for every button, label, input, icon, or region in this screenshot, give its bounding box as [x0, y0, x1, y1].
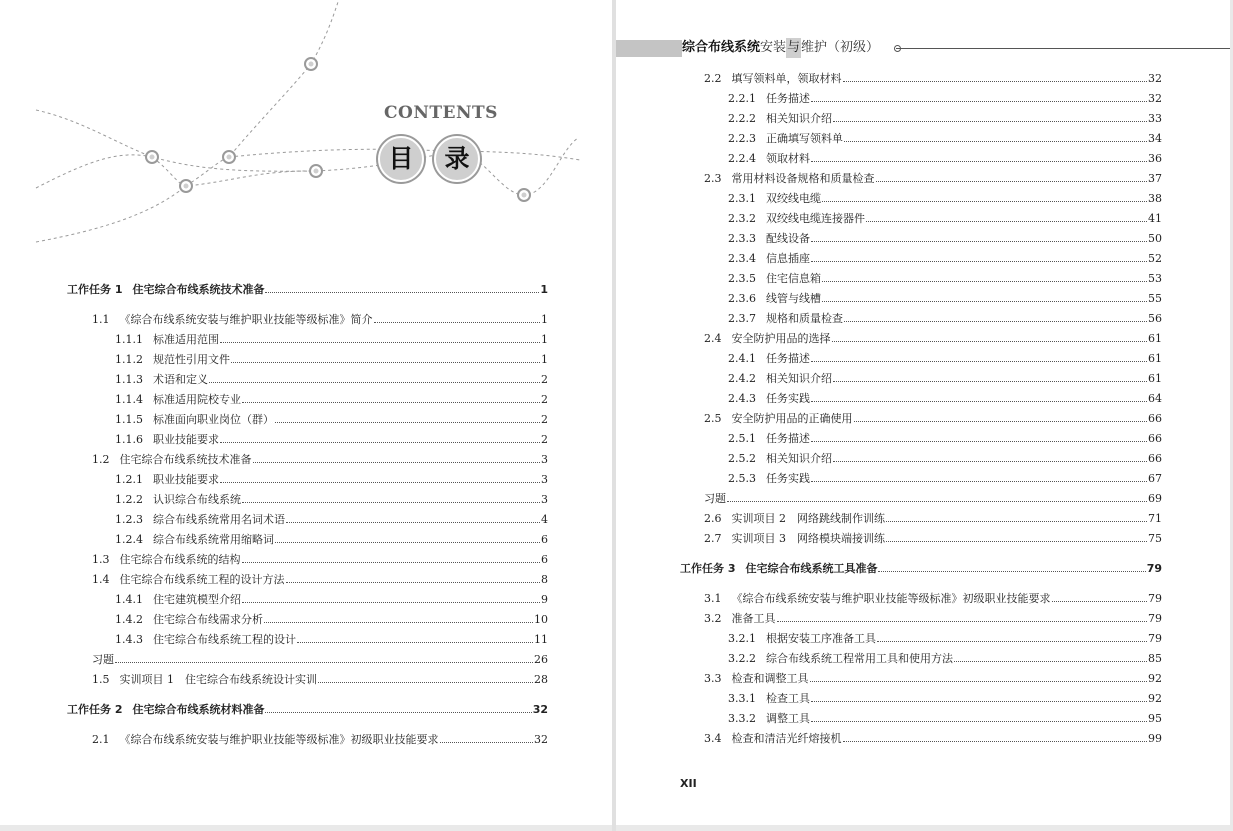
toc-leader-dots — [220, 342, 540, 343]
toc-entry-page: 55 — [1148, 292, 1162, 305]
toc-leader-dots — [811, 721, 1147, 722]
toc-entry-title: 任务描述 — [766, 352, 810, 365]
toc-entry-number: 1.4.1 — [115, 593, 143, 606]
toc-leader-dots — [886, 541, 1147, 542]
toc-entry[interactable] — [704, 732, 1162, 746]
toc-entry-title: 住宅综合布线系统工程的设计方法 — [119, 573, 285, 586]
toc-entry-number: 工作任务 1 — [67, 283, 123, 296]
toc-entry[interactable] — [67, 283, 548, 297]
toc-leader-dots — [811, 241, 1147, 242]
toc-entry-page: 1 — [541, 333, 548, 346]
toc-entry-number: 1.2 — [92, 453, 110, 466]
toc-entry-title: 住宅综合布线系统工程的设计 — [153, 633, 296, 646]
toc-entry-title: 相关知识介绍 — [766, 452, 832, 465]
toc-entry-page: 9 — [541, 593, 548, 606]
toc-entry[interactable] — [115, 393, 548, 407]
toc-leader-dots — [876, 181, 1148, 182]
toc-entry-number: 1.2.1 — [115, 473, 143, 486]
toc-leader-dots — [822, 281, 1147, 282]
toc-entry-number: 2.2.1 — [728, 92, 756, 105]
toc-entry-number: 2.3.5 — [728, 272, 756, 285]
toc-leader-dots — [854, 421, 1148, 422]
toc-entry-number: 1.5 — [92, 673, 110, 686]
toc-entry-title: 实训项目 2 网络跳线制作训练 — [731, 512, 885, 525]
toc-entry[interactable] — [115, 633, 548, 647]
toc-entry[interactable] — [728, 212, 1162, 226]
toc-entry-number: 1.2.3 — [115, 513, 143, 526]
toc-entry-page: 79 — [1148, 592, 1162, 605]
toc-entry-number: 工作任务 2 — [67, 703, 123, 716]
toc-leader-dots — [1052, 601, 1148, 602]
toc-entry-number: 3.3.2 — [728, 712, 756, 725]
toc-entry[interactable] — [704, 492, 1162, 506]
toc-entry-title: 任务描述 — [766, 92, 810, 105]
toc-entry-title: 任务描述 — [766, 432, 810, 445]
toc-entry-page: 99 — [1148, 732, 1162, 745]
heading-char-lu: 录 — [434, 136, 480, 182]
toc-entry-number: 2.3.3 — [728, 232, 756, 245]
toc-entry-page: 61 — [1148, 352, 1162, 365]
toc-entry-title: 规格和质量检查 — [766, 312, 843, 325]
toc-entry-page: 66 — [1148, 432, 1162, 445]
toc-entry[interactable] — [704, 172, 1162, 186]
toc-entry-page: 67 — [1148, 472, 1162, 485]
toc-entry[interactable] — [704, 332, 1162, 346]
toc-entry-number: 2.5.1 — [728, 432, 756, 445]
left-page — [0, 0, 612, 825]
toc-entry-page: 37 — [1148, 172, 1162, 185]
toc-entry[interactable] — [728, 652, 1162, 666]
toc-entry[interactable] — [728, 192, 1162, 206]
toc-leader-dots — [275, 422, 540, 423]
toc-entry-number: 2.3 — [704, 172, 722, 185]
toc-leader-dots — [832, 341, 1148, 342]
toc-entry-number: 1.2.2 — [115, 493, 143, 506]
toc-entry-number: 1.1.5 — [115, 413, 143, 426]
toc-leader-dots — [115, 662, 533, 663]
toc-leader-dots — [286, 522, 540, 523]
toc-entry[interactable] — [92, 453, 548, 467]
toc-entry[interactable] — [115, 613, 548, 627]
toc-entry-number: 2.7 — [704, 532, 722, 545]
heading-char-mu: 目 — [378, 136, 424, 182]
toc-entry-title: 检查和清洁光纤熔接机 — [731, 732, 842, 745]
toc-entry-number: 2.6 — [704, 512, 722, 525]
toc-leader-dots — [811, 361, 1147, 362]
toc-entry-page: 36 — [1148, 152, 1162, 165]
toc-entry-page: 32 — [534, 733, 548, 746]
toc-entry[interactable] — [728, 632, 1162, 646]
toc-entry[interactable] — [704, 412, 1162, 426]
toc-leader-dots — [242, 562, 541, 563]
toc-entry-page: 3 — [541, 453, 548, 466]
toc-entry-page: 50 — [1148, 232, 1162, 245]
toc-entry-number: 1.1.3 — [115, 373, 143, 386]
toc-leader-dots — [811, 161, 1147, 162]
toc-entry-title: 准备工具 — [731, 612, 776, 625]
toc-entry-number: 2.2.3 — [728, 132, 756, 145]
toc-entry-number: 2.5.3 — [728, 472, 756, 485]
toc-entry[interactable] — [704, 532, 1162, 546]
toc-entry-title: 常用材料设备规格和质量检查 — [731, 172, 875, 185]
toc-leader-dots — [297, 642, 533, 643]
toc-entry-page: 61 — [1148, 332, 1162, 345]
toc-entry-page: 3 — [541, 493, 548, 506]
toc-leader-dots — [833, 121, 1147, 122]
toc-entry-page: 6 — [541, 553, 548, 566]
toc-entry-page: 2 — [541, 433, 548, 446]
toc-entry-title: 配线设备 — [766, 232, 810, 245]
toc-leader-dots — [810, 681, 1148, 682]
toc-leader-dots — [286, 582, 541, 583]
toc-entry-title: 综合布线系统工程常用工具和使用方法 — [766, 652, 953, 665]
toc-entry[interactable] — [115, 473, 548, 487]
toc-entry-title: 住宅综合布线系统材料准备 — [132, 703, 265, 716]
toc-entry-title: 综合布线系统常用名词术语 — [153, 513, 285, 526]
toc-entry-page: 1 — [540, 283, 548, 296]
toc-entry-page: 32 — [532, 703, 548, 716]
toc-entry-title: 信息插座 — [766, 252, 810, 265]
toc-leader-dots — [440, 742, 534, 743]
toc-entry[interactable] — [728, 272, 1162, 286]
toc-entry-page: 66 — [1148, 452, 1162, 465]
toc-entry-number: 3.2.2 — [728, 652, 756, 665]
toc-entry[interactable] — [92, 313, 548, 327]
header-title-bold: 综合布线系统 — [682, 40, 761, 55]
toc-entry-number: 2.2.4 — [728, 152, 756, 165]
right-page — [616, 0, 1230, 825]
toc-entry-title: 线管与线槽 — [766, 292, 821, 305]
toc-entry-number: 2.3.4 — [728, 252, 756, 265]
toc-entry[interactable] — [115, 513, 548, 527]
toc-leader-dots — [374, 322, 541, 323]
toc-entry-number: 3.4 — [704, 732, 722, 745]
toc-entry-title: 领取材料 — [766, 152, 810, 165]
toc-entry-number: 3.2 — [704, 612, 722, 625]
toc-entry-number: 1.4.3 — [115, 633, 143, 646]
toc-entry[interactable] — [92, 573, 548, 587]
toc-leader-dots — [833, 461, 1147, 462]
toc-entry-number: 1.2.4 — [115, 533, 143, 546]
toc-entry-title: 实训项目 3 网络模块端接训练 — [731, 532, 885, 545]
toc-entry[interactable] — [728, 472, 1162, 486]
toc-leader-dots — [844, 141, 1147, 142]
toc-entry-page: 53 — [1148, 272, 1162, 285]
toc-entry-title: 安全防护用品的选择 — [731, 332, 831, 345]
toc-leader-dots — [843, 741, 1148, 742]
toc-entry-page: 3 — [541, 473, 548, 486]
toc-entry-number: 1.1 — [92, 313, 110, 326]
toc-entry-page: 2 — [541, 393, 548, 406]
toc-leader-dots — [242, 602, 540, 603]
toc-entry-title: 住宅综合布线系统的结构 — [119, 553, 241, 566]
toc-entry-title: 术语和定义 — [153, 373, 208, 386]
toc-entry[interactable] — [115, 353, 548, 367]
toc-leader-dots — [878, 571, 1145, 572]
toc-entry-page: 64 — [1148, 392, 1162, 405]
toc-entry-page: 32 — [1148, 72, 1162, 85]
toc-entry-title: 标准适用范围 — [153, 333, 219, 346]
toc-entry-title: 职业技能要求 — [153, 473, 219, 486]
toc-entry[interactable] — [115, 373, 548, 387]
toc-entry-page: 1 — [541, 313, 548, 326]
toc-entry-number: 3.3 — [704, 672, 722, 685]
toc-entry-title: 调整工具 — [766, 712, 810, 725]
header-title-part1: 安装 — [760, 40, 787, 55]
toc-leader-dots — [264, 622, 533, 623]
toc-entry-title: 住宅综合布线系统工具准备 — [745, 562, 878, 575]
toc-entry-number: 2.4.3 — [728, 392, 756, 405]
toc-entry[interactable] — [728, 232, 1162, 246]
toc-entry-title: 任务实践 — [766, 392, 810, 405]
toc-entry-page: 2 — [541, 413, 548, 426]
toc-entry[interactable] — [728, 292, 1162, 306]
toc-leader-dots — [844, 321, 1147, 322]
toc-entry-title: 习题 — [92, 653, 114, 666]
toc-entry-number: 1.3 — [92, 553, 110, 566]
toc-entry-title: 双绞线电缆连接器件 — [766, 212, 865, 225]
toc-entry-page: 4 — [541, 513, 548, 526]
toc-entry-number: 2.4.2 — [728, 372, 756, 385]
toc-entry-page: 34 — [1148, 132, 1162, 145]
toc-leader-dots — [811, 441, 1147, 442]
toc-entry-number: 2.4.1 — [728, 352, 756, 365]
toc-entry-number: 2.5.2 — [728, 452, 756, 465]
toc-entry-page: 28 — [534, 673, 548, 686]
toc-leader-dots — [253, 462, 541, 463]
toc-entry-page: 71 — [1148, 512, 1162, 525]
toc-leader-dots — [811, 261, 1147, 262]
toc-entry-number: 1.4.2 — [115, 613, 143, 626]
toc-entry[interactable] — [680, 562, 1162, 576]
toc-entry-title: 正确填写领料单 — [766, 132, 843, 145]
toc-entry-page: 8 — [541, 573, 548, 586]
toc-leader-dots — [220, 482, 540, 483]
toc-entry-title: 检查工具 — [766, 692, 810, 705]
toc-leader-dots — [811, 401, 1147, 402]
toc-entry[interactable] — [728, 132, 1162, 146]
toc-entry[interactable] — [92, 673, 548, 687]
toc-entry[interactable] — [728, 392, 1162, 406]
toc-entry-number: 2.1 — [92, 733, 110, 746]
toc-entry[interactable] — [728, 152, 1162, 166]
toc-leader-dots — [318, 682, 533, 683]
toc-entry-page: 79 — [1146, 562, 1162, 575]
toc-entry[interactable] — [67, 703, 548, 717]
toc-leader-dots — [822, 201, 1147, 202]
toc-entry-number: 1.1.4 — [115, 393, 143, 406]
toc-entry[interactable] — [728, 712, 1162, 726]
toc-entry-page: 79 — [1148, 632, 1162, 645]
toc-entry-title: 认识综合布线系统 — [153, 493, 241, 506]
toc-entry-title: 规范性引用文件 — [153, 353, 230, 366]
toc-entry-page: 26 — [534, 653, 548, 666]
toc-entry-page: 69 — [1148, 492, 1162, 505]
toc-entry[interactable] — [115, 593, 548, 607]
toc-entry[interactable] — [728, 432, 1162, 446]
toc-leader-dots — [242, 502, 540, 503]
toc-entry[interactable] — [92, 553, 548, 567]
toc-entry-number: 2.2 — [704, 72, 722, 85]
toc-entry-title: 习题 — [704, 492, 726, 505]
toc-entry-number: 2.5 — [704, 412, 722, 425]
toc-entry-title: 检查和调整工具 — [731, 672, 809, 685]
toc-entry-title: 安全防护用品的正确使用 — [731, 412, 853, 425]
toc-leader-dots — [727, 501, 1147, 502]
toc-entry-number: 3.2.1 — [728, 632, 756, 645]
toc-entry[interactable] — [115, 413, 548, 427]
toc-entry[interactable] — [92, 733, 548, 747]
toc-entry-title: 综合布线系统常用缩略词 — [153, 533, 274, 546]
header-title-part2: 维护（初级） — [801, 40, 880, 55]
toc-entry-number: 2.4 — [704, 332, 722, 345]
toc-entry-page: 32 — [1148, 92, 1162, 105]
toc-leader-dots — [822, 301, 1147, 302]
toc-leader-dots — [265, 292, 539, 293]
page-folio: XII — [680, 777, 697, 790]
toc-entry-page: 66 — [1148, 412, 1162, 425]
toc-entry-page: 61 — [1148, 372, 1162, 385]
toc-entry-number: 1.1.2 — [115, 353, 143, 366]
toc-leader-dots — [811, 701, 1147, 702]
toc-entry-number: 1.4 — [92, 573, 110, 586]
toc-entry[interactable] — [704, 592, 1162, 606]
toc-leader-dots — [877, 641, 1147, 642]
toc-entry-page: 79 — [1148, 612, 1162, 625]
toc-entry-page: 95 — [1148, 712, 1162, 725]
toc-entry[interactable] — [728, 312, 1162, 326]
toc-entry-number: 2.3.2 — [728, 212, 756, 225]
toc-entry-page: 92 — [1148, 692, 1162, 705]
toc-entry-title: 住宅综合布线系统技术准备 — [132, 283, 265, 296]
toc-entry-number: 1.1.6 — [115, 433, 143, 446]
toc-entry-title: 根据安装工序准备工具 — [766, 632, 876, 645]
toc-leader-dots — [777, 621, 1148, 622]
toc-entry-number: 2.3.7 — [728, 312, 756, 325]
toc-entry-number: 2.3.1 — [728, 192, 756, 205]
toc-entry-page: 41 — [1148, 212, 1162, 225]
header-title-boxed: 与 — [786, 38, 801, 58]
toc-entry-page: 11 — [534, 633, 548, 646]
toc-entry-title: 职业技能要求 — [153, 433, 219, 446]
toc-entry[interactable] — [115, 433, 548, 447]
toc-entry[interactable] — [704, 672, 1162, 686]
toc-leader-dots — [275, 542, 540, 543]
toc-entry-number: 3.3.1 — [728, 692, 756, 705]
toc-entry[interactable] — [115, 493, 548, 507]
right-toc — [616, 0, 1230, 825]
toc-entry[interactable] — [728, 452, 1162, 466]
toc-entry-page: 1 — [541, 353, 548, 366]
toc-entry[interactable] — [92, 653, 548, 667]
toc-leader-dots — [265, 712, 531, 713]
toc-entry[interactable] — [728, 112, 1162, 126]
left-toc — [0, 0, 612, 825]
toc-entry-page: 10 — [534, 613, 548, 626]
toc-entry[interactable] — [115, 333, 548, 347]
toc-entry-title: 住宅综合布线系统技术准备 — [119, 453, 252, 466]
toc-entry-title: 住宅综合布线需求分析 — [153, 613, 263, 626]
toc-entry-page: 38 — [1148, 192, 1162, 205]
toc-leader-dots — [886, 521, 1147, 522]
toc-leader-dots — [231, 362, 540, 363]
toc-leader-dots — [833, 381, 1147, 382]
toc-entry[interactable] — [728, 692, 1162, 706]
toc-entry[interactable] — [115, 533, 548, 547]
toc-entry-title: 标准适用院校专业 — [153, 393, 241, 406]
toc-entry-title: 相关知识介绍 — [766, 372, 832, 385]
toc-entry-title: 住宅建筑模型介绍 — [153, 593, 241, 606]
toc-entry-page: 33 — [1148, 112, 1162, 125]
toc-entry[interactable] — [704, 512, 1162, 526]
toc-entry[interactable] — [728, 372, 1162, 386]
toc-entry[interactable] — [728, 352, 1162, 366]
toc-entry[interactable] — [728, 252, 1162, 266]
toc-entry-title: 填写领料单，领取材料 — [731, 72, 842, 85]
toc-entry-title: 实训项目 1 住宅综合布线系统设计实训 — [119, 673, 317, 686]
toc-entry-title: 任务实践 — [766, 472, 810, 485]
toc-leader-dots — [242, 402, 540, 403]
toc-leader-dots — [209, 382, 540, 383]
toc-entry[interactable] — [704, 72, 1162, 86]
toc-entry-title: 标准面向职业岗位（群） — [153, 413, 274, 426]
toc-leader-dots — [811, 101, 1147, 102]
toc-entry-number: 3.1 — [704, 592, 722, 605]
toc-entry-title: 《综合布线系统安装与维护职业技能等级标准》初级职业技能要求 — [119, 733, 439, 746]
toc-leader-dots — [220, 442, 540, 443]
toc-entry-page: 92 — [1148, 672, 1162, 685]
toc-entry[interactable] — [728, 92, 1162, 106]
toc-entry-number: 1.1.1 — [115, 333, 143, 346]
toc-entry-page: 85 — [1148, 652, 1162, 665]
toc-entry-page: 6 — [541, 533, 548, 546]
toc-entry-title: 《综合布线系统安装与维护职业技能等级标准》初级职业技能要求 — [731, 592, 1051, 605]
toc-leader-dots — [843, 81, 1148, 82]
toc-entry[interactable] — [704, 612, 1162, 626]
toc-entry-page: 75 — [1148, 532, 1162, 545]
toc-entry-number: 工作任务 3 — [680, 562, 736, 575]
toc-entry-page: 2 — [541, 373, 548, 386]
contents-heading-en: CONTENTS — [384, 103, 498, 123]
toc-entry-title: 相关知识介绍 — [766, 112, 832, 125]
toc-entry-number: 2.2.2 — [728, 112, 756, 125]
toc-entry-title: 住宅信息箱 — [766, 272, 821, 285]
toc-entry-page: 52 — [1148, 252, 1162, 265]
toc-leader-dots — [811, 481, 1147, 482]
toc-entry-title: 《综合布线系统安装与维护职业技能等级标准》简介 — [119, 313, 373, 326]
toc-leader-dots — [954, 661, 1147, 662]
toc-entry-title: 双绞线电缆 — [766, 192, 821, 205]
toc-leader-dots — [866, 221, 1147, 222]
toc-entry-page: 56 — [1148, 312, 1162, 325]
toc-entry-number: 2.3.6 — [728, 292, 756, 305]
